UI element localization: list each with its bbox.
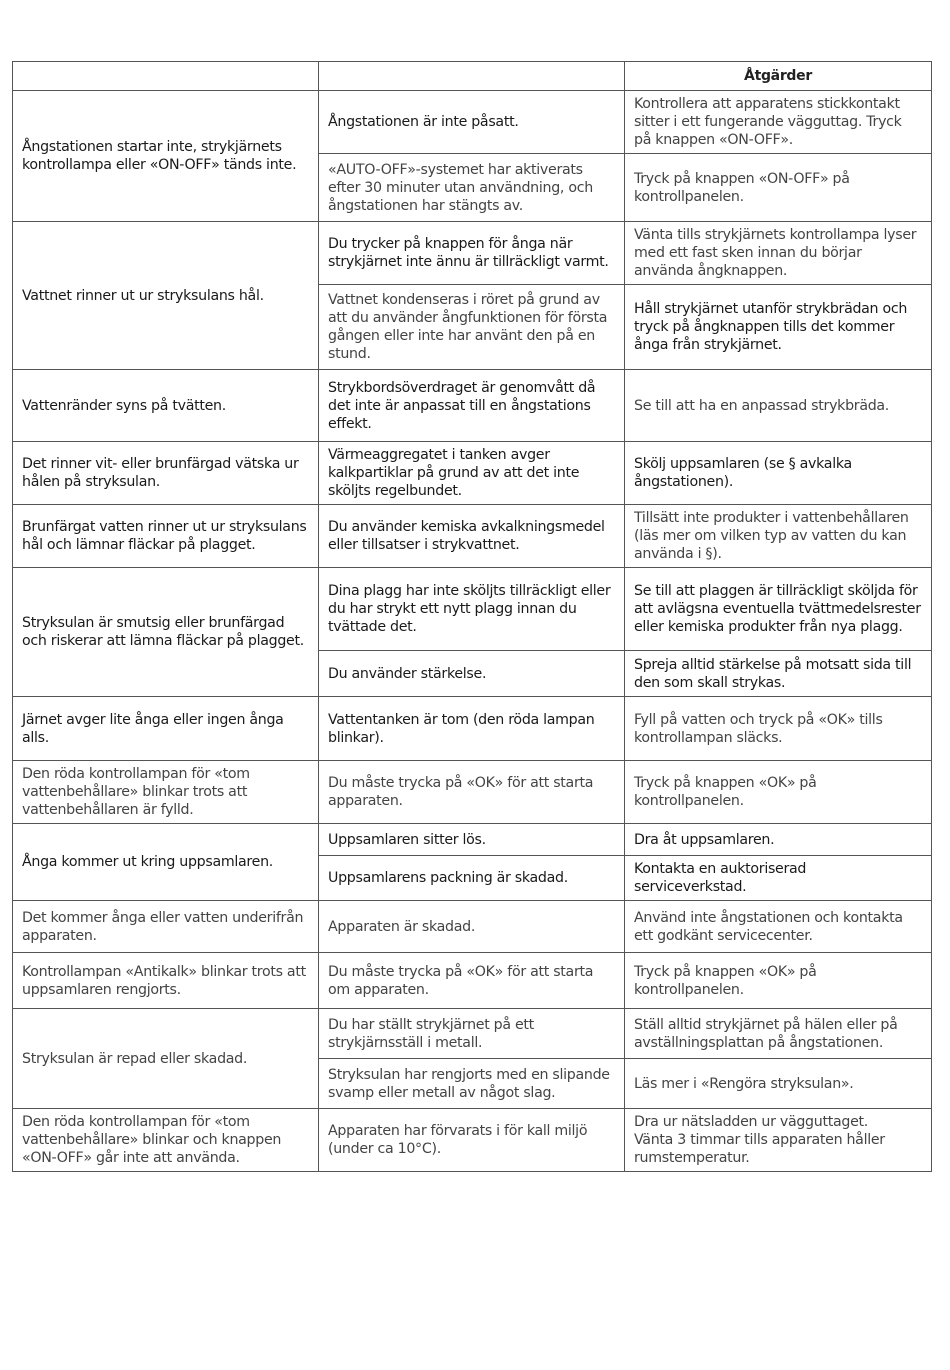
action-cell: Läs mer i «Rengöra stryksulan».: [625, 1059, 932, 1109]
problem-cell: Den röda kontrollampan för «tom vattenbehållare» blinkar trots att vattenbehållaren är fylld.: [13, 761, 319, 824]
action-cell: Använd inte ångstationen och kontakta ett godkänt servicecenter.: [625, 901, 932, 953]
troubleshooting-table: [12, 61, 932, 1172]
table-row: [13, 568, 932, 651]
action-cell: Tryck på knappen «OK» på kontrollpanelen.: [625, 761, 932, 824]
problem-cell: Vattenränder syns på tvätten.: [13, 370, 319, 442]
problem-cell: Ångstationen startar inte, strykjärnets kontrollampa eller «ON-OFF» tänds inte.: [13, 91, 319, 222]
header-problem: [13, 62, 319, 91]
problem-cell: Stryksulan är repad eller skadad.: [13, 1009, 319, 1109]
cause-cell: Du trycker på knappen för ånga när strykjärnet inte ännu är tillräckligt varmt.: [319, 222, 625, 285]
problem-cell: Stryksulan är smutsig eller brunfärgad och riskerar att lämna fläckar på plagget.: [13, 568, 319, 697]
action-cell: Kontakta en auktoriserad serviceverkstad.: [625, 856, 932, 901]
action-cell: Se till att plaggen är tillräckligt sköljda för att avlägsna eventuella tvättmedelsrester eller kemiska produkter från nya plagg.: [625, 568, 932, 651]
table-body: [13, 91, 932, 1172]
problem-cell: Kontrollampan «Antikalk» blinkar trots att uppsamlaren rengjorts.: [13, 953, 319, 1009]
action-cell: Tryck på knappen «OK» på kontrollpanelen.: [625, 953, 932, 1009]
header-cause: [319, 62, 625, 91]
problem-cell: Järnet avger lite ånga eller ingen ånga alls.: [13, 697, 319, 761]
table-row: [13, 505, 932, 568]
action-cell: Tryck på knappen «ON-OFF» på kontrollpanelen.: [625, 154, 932, 222]
table-row: [13, 91, 932, 154]
cause-cell: Ångstationen är inte påsatt.: [319, 91, 625, 154]
problem-cell: Den röda kontrollampan för «tom vattenbehållare» blinkar och knappen «ON-OFF» går inte att använda.: [13, 1109, 319, 1172]
action-cell: Se till att ha en anpassad strykbräda.: [625, 370, 932, 442]
cause-cell: Du använder kemiska avkalkningsmedel eller tillsatser i strykvattnet.: [319, 505, 625, 568]
cause-cell: Uppsamlarens packning är skadad.: [319, 856, 625, 901]
problem-cell: Ånga kommer ut kring uppsamlaren.: [13, 824, 319, 901]
header-actions: Åtgärder: [625, 62, 932, 91]
cause-cell: Strykbordsöverdraget är genomvått då det inte är anpassat till en ångstations effekt.: [319, 370, 625, 442]
cause-cell: Du måste trycka på «OK» för att starta apparaten.: [319, 761, 625, 824]
table-row: [13, 901, 932, 953]
action-cell: Skölj uppsamlaren (se § avkalka ångstationen).: [625, 442, 932, 505]
cause-cell: Vattnet kondenseras i röret på grund av att du använder ångfunktionen för första gången eller inte har använt den på en stund.: [319, 285, 625, 370]
cause-cell: Apparaten har förvarats i för kall miljö (under ca 10°C).: [319, 1109, 625, 1172]
action-cell: Håll strykjärnet utanför strykbrädan och tryck på ångknappen tills det kommer ånga från strykjärnet.: [625, 285, 932, 370]
cause-cell: Stryksulan har rengjorts med en slipande svamp eller metall av något slag.: [319, 1059, 625, 1109]
cause-cell: Apparaten är skadad.: [319, 901, 625, 953]
table-row: [13, 222, 932, 285]
action-cell: Spreja alltid stärkelse på motsatt sida till den som skall strykas.: [625, 651, 932, 697]
table-row: [13, 761, 932, 824]
cause-cell: Du har ställt strykjärnet på ett strykjärnsställ i metall.: [319, 1009, 625, 1059]
table-row: [13, 1109, 932, 1172]
cause-cell: Vattentanken är tom (den röda lampan blinkar).: [319, 697, 625, 761]
problem-cell: Brunfärgat vatten rinner ut ur stryksulans hål och lämnar fläckar på plagget.: [13, 505, 319, 568]
action-cell: Tillsätt inte produkter i vattenbehållaren (läs mer om vilken typ av vatten du kan använda i §).: [625, 505, 932, 568]
cause-cell: Du använder stärkelse.: [319, 651, 625, 697]
cause-cell: Du måste trycka på «OK» för att starta om apparaten.: [319, 953, 625, 1009]
cause-cell: Uppsamlaren sitter lös.: [319, 824, 625, 856]
action-cell: Fyll på vatten och tryck på «OK» tills kontrollampan släcks.: [625, 697, 932, 761]
cause-cell: Värmeaggregatet i tanken avger kalkpartiklar på grund av att det inte sköljts regelbundet.: [319, 442, 625, 505]
table-row: [13, 697, 932, 761]
action-cell: Dra åt uppsamlaren.: [625, 824, 932, 856]
table-row: [13, 1009, 932, 1059]
table-header-row: [13, 62, 932, 91]
problem-cell: Vattnet rinner ut ur stryksulans hål.: [13, 222, 319, 370]
problem-cell: Det kommer ånga eller vatten underifrån apparaten.: [13, 901, 319, 953]
action-cell: Dra ur nätsladden ur vägguttaget. Vänta 3 timmar tills apparaten håller rumstemperatur.: [625, 1109, 932, 1172]
action-cell: Vänta tills strykjärnets kontrollampa lyser med ett fast sken innan du börjar använda ångknappen.: [625, 222, 932, 285]
problem-cell: Det rinner vit- eller brunfärgad vätska ur hålen på stryksulan.: [13, 442, 319, 505]
cause-cell: Dina plagg har inte sköljts tillräckligt eller du har strykt ett nytt plagg innan du tvättade det.: [319, 568, 625, 651]
action-cell: Ställ alltid strykjärnet på hälen eller på avställningsplattan på ångstationen.: [625, 1009, 932, 1059]
cause-cell: «AUTO-OFF»-systemet har aktiverats efter 30 minuter utan användning, och ångstationen har stängts av.: [319, 154, 625, 222]
table-row: [13, 824, 932, 856]
action-cell: Kontrollera att apparatens stickkontakt sitter i ett fungerande vägguttag. Tryck på knappen «ON-OFF».: [625, 91, 932, 154]
table-row: [13, 442, 932, 505]
table-row: [13, 370, 932, 442]
table-row: [13, 953, 932, 1009]
